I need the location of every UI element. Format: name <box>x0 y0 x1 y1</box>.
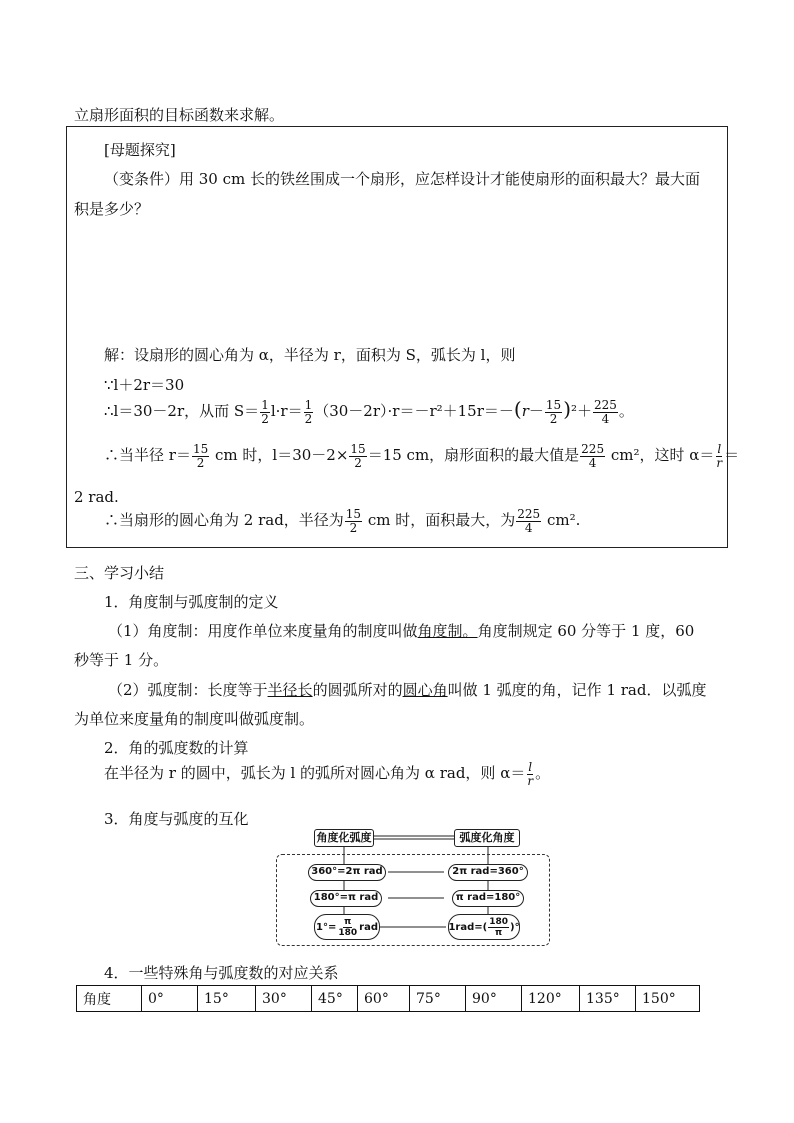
solution-line3: ∴l＝30－2r，从而 S＝ $\frac{1}{2}$ l·r＝ $\frac{1}{2}$ （30－2r）·r＝－r²＋15r＝－(r－ $\frac{15}{2}$ )²＋ $\frac{225}{4}$ 。 <box>104 397 634 426</box>
point1-line1: （1）角度制：用度作单位来度量角的制度叫做角度制。角度制规定 60 分等于 1 度，60 <box>108 622 695 640</box>
solution-line6: ∴当扇形的圆心角为 2 rad，半径为 $\frac{15}{2}$ cm 时，面积最大，为 $\frac{225}{4}$ cm². <box>104 506 581 535</box>
formula-1-rad: 1rad= ( $\frac{180}{\pi}$ ) ° <box>448 914 520 940</box>
point1-title: 1．角度制与弧度制的定义 <box>104 593 279 611</box>
fraction-l-r: $\frac{l}{r}$ <box>527 759 534 788</box>
fraction-l-r: $\frac{l}{r}$ <box>716 441 723 470</box>
question-line2: 积是多少？ <box>74 200 150 218</box>
table-cell: 30° <box>256 986 312 1012</box>
table-cell: 90° <box>466 986 522 1012</box>
point4-title: 4．一些特殊角与弧度数的对应关系 <box>104 964 339 982</box>
question-line1: （变条件）用 30 cm 长的铁丝围成一个扇形，应怎样设计才能使扇形的面积最大？最大面 <box>104 170 701 188</box>
table-cell: 135° <box>580 986 636 1012</box>
table-cell: 0° <box>142 986 198 1012</box>
example-box <box>66 126 728 548</box>
radian-to-degree-label: 弧度化角度 <box>454 829 520 847</box>
point3-title: 3．角度与弧度的互化 <box>104 810 249 828</box>
fraction-15-2: $\frac{15}{2}$ <box>545 397 562 426</box>
point1-line2: 秒等于 1 分。 <box>74 651 169 669</box>
formula-2pi-rad: 2π rad=360° <box>448 864 528 881</box>
solution-line1: 解：设扇形的圆心角为 α，半径为 r，面积为 S，弧长为 l，则 <box>104 346 516 364</box>
table-cell: 15° <box>198 986 256 1012</box>
fraction-225-4: $\frac{225}{4}$ <box>581 441 605 470</box>
point1-line3: （2）弧度制：长度等于半径长的圆弧所对的圆心角叫做 1 弧度的角，记作 1 rad．以弧度 <box>108 681 707 699</box>
fraction-one-half: $\frac{1}{2}$ <box>304 397 313 426</box>
point1-line4: 为单位来度量角的制度叫做弧度制。 <box>74 710 315 728</box>
intro-tail: 立扇形面积的目标函数来求解。 <box>74 106 285 124</box>
table-cell: 60° <box>358 986 410 1012</box>
formula-pi-rad: π rad=180° <box>452 890 524 907</box>
fraction-15-2: $\frac{15}{2}$ <box>192 441 209 470</box>
table-row <box>77 986 700 1012</box>
conversion-diagram <box>276 828 550 946</box>
special-angles-table <box>76 985 700 1012</box>
fraction-15-2: $\frac{15}{2}$ <box>350 441 366 470</box>
section-title: 三、学习小结 <box>74 564 165 582</box>
box-tag: [母题探究] <box>104 141 176 159</box>
point2-line: 在半径为 r 的圆中，弧长为 l 的弧所对圆心角为 α rad，则 α＝ $\frac{l}{r}$ 。 <box>104 759 551 788</box>
solution-line4: ∴当半径 r＝ $\frac{15}{2}$ cm 时，l＝30－2× $\frac{15}{2}$ ＝15 cm，扇形面积的最大值是 $\frac{225}{4}$ cm²，这时 α＝ $\frac{l}{r}$ ＝ <box>104 441 740 470</box>
fraction-one-half: $\frac{1}{2}$ <box>261 397 269 426</box>
formula-1-degree: 1°= $\frac{\pi}{180}$ rad <box>314 914 380 940</box>
point2-title: 2．角的弧度数的计算 <box>104 739 249 757</box>
table-cell: 120° <box>522 986 580 1012</box>
solution-line5: 2 rad. <box>74 488 119 506</box>
table-cell: 45° <box>312 986 358 1012</box>
formula-360-deg: 360°=2π rad <box>308 864 386 881</box>
fraction-15-2: $\frac{15}{2}$ <box>345 506 362 535</box>
formula-180-deg: 180°=π rad <box>310 890 382 907</box>
table-cell: 150° <box>636 986 700 1012</box>
table-header-cell: 角度 <box>77 986 142 1012</box>
degree-to-radian-label: 角度化弧度 <box>314 829 374 847</box>
fraction-225-4: $\frac{225}{4}$ <box>594 397 617 426</box>
table-cell: 75° <box>410 986 466 1012</box>
solution-line2: ∵l＋2r＝30 <box>104 376 185 394</box>
fraction-225-4: $\frac{225}{4}$ <box>517 506 541 535</box>
